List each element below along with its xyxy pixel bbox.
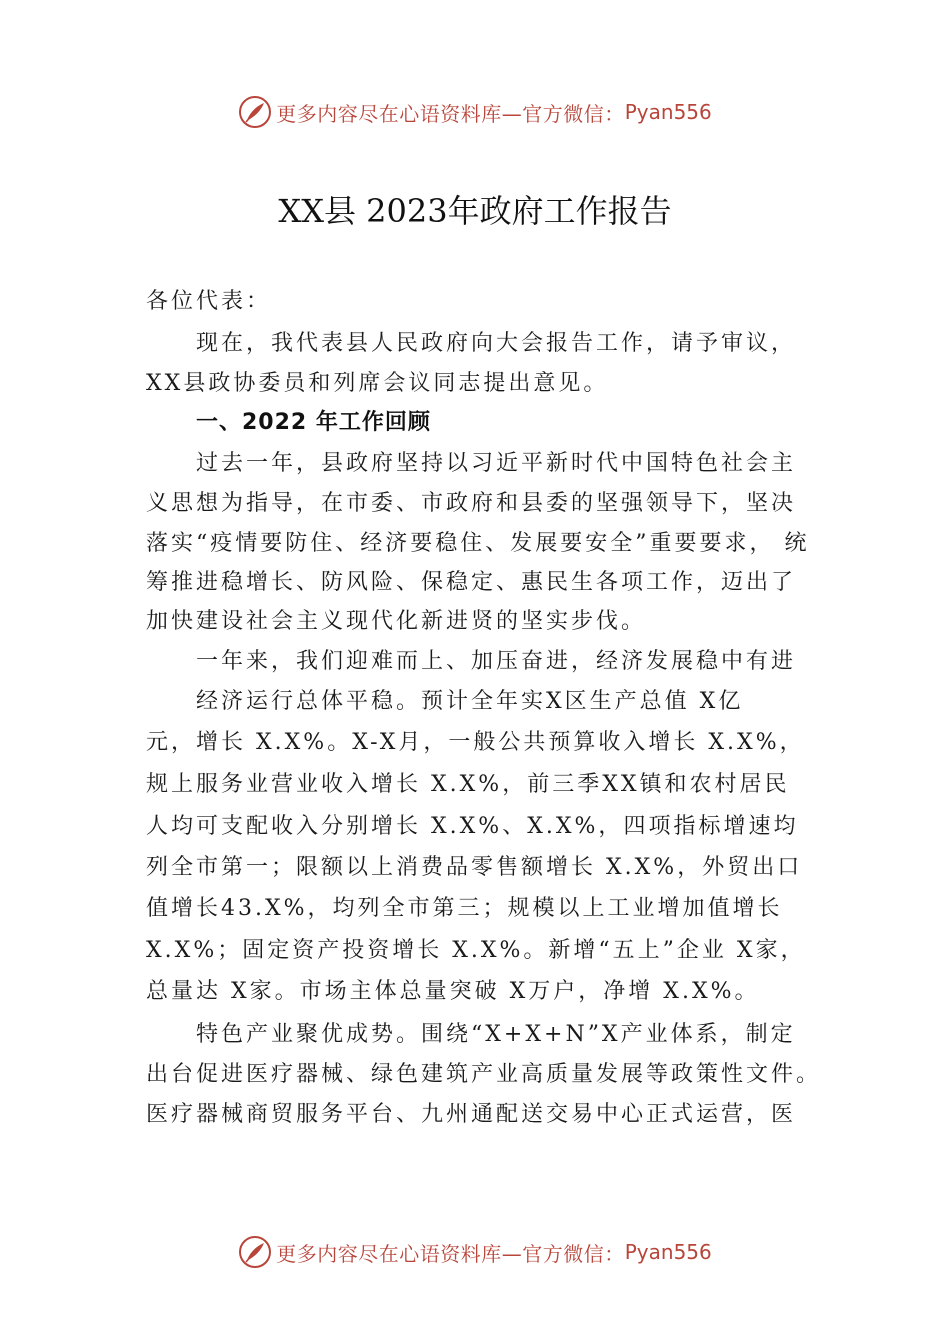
paragraph-line: 列全市第一；限额以上消费品零售额增长 X.X%，外贸出口 xyxy=(146,855,803,880)
watermark-banner-top xyxy=(0,92,950,132)
paragraph-line: 加快建设社会主义现代化新进贤的坚实步伐。 xyxy=(146,609,647,634)
paragraph-line: 元，增长 X.X%。X-X月，一般公共预算收入增长 X.X%， xyxy=(146,730,805,755)
watermark-wechat-id: Pyan556 xyxy=(624,1240,712,1264)
paragraph-line: 值增长43.X%，均列全市第三；规模以上工业增加值增长 xyxy=(146,896,783,921)
watermark-banner-bottom xyxy=(0,1232,950,1272)
paragraph-line: 一年来，我们迎难而上、加压奋进，经济发展稳中有进 xyxy=(196,649,797,674)
watermark-wechat-id: Pyan556 xyxy=(624,100,712,124)
paragraph-line: 出台促进医疗器械、绿色建筑产业高质量发展等政策性文件。 xyxy=(146,1062,822,1087)
salutation: 各位代表： xyxy=(146,289,272,314)
document-title: XX县 2023年政府工作报告 xyxy=(278,192,672,230)
paragraph-line: X.X%；固定资产投资增长 X.X%。新增“五上”企业 X家， xyxy=(146,938,806,963)
paragraph-line: 人均可支配收入分别增长 X.X%、X.X%，四项指标增速均 xyxy=(146,814,799,839)
paragraph-line: 义思想为指导，在市委、市政府和县委的坚强领导下，坚决 xyxy=(146,491,797,516)
paragraph-line: 经济运行总体平稳。预计全年实X区生产总值 X亿 xyxy=(196,689,744,714)
paragraph-line: 医疗器械商贸服务平台、九州通配送交易中心正式运营，医 xyxy=(146,1102,797,1127)
intro-line: 现在，我代表县人民政府向大会报告工作，请予审议， xyxy=(196,331,797,356)
paragraph-line: 特色产业聚优成势。围绕“X+X+N”X产业体系，制定 xyxy=(196,1022,796,1047)
paragraph-line: 筹推进稳增长、防风险、保稳定、惠民生各项工作，迈出了 xyxy=(146,570,797,595)
quill-logo-icon xyxy=(238,95,272,129)
intro-line: XX县政协委员和列席会议同志提出意见。 xyxy=(146,371,609,396)
paragraph-line: 落实“疫情要防住、经济要稳住、发展要安全”重要要求， 统 xyxy=(146,531,810,556)
paragraph-line: 总量达 X家。市场主体总量突破 X万户，净增 X.X%。 xyxy=(146,979,760,1004)
quill-logo-icon xyxy=(238,1235,272,1269)
section-heading: 一、2022 年工作回顾 xyxy=(196,410,431,435)
watermark-text: 更多内容尽在心语资料库—官方微信： xyxy=(276,1241,625,1266)
watermark-text: 更多内容尽在心语资料库—官方微信： xyxy=(276,101,625,126)
paragraph-line: 过去一年，县政府坚持以习近平新时代中国特色社会主 xyxy=(196,451,797,476)
paragraph-line: 规上服务业营业收入增长 X.X%，前三季XX镇和农村居民 xyxy=(146,772,790,797)
